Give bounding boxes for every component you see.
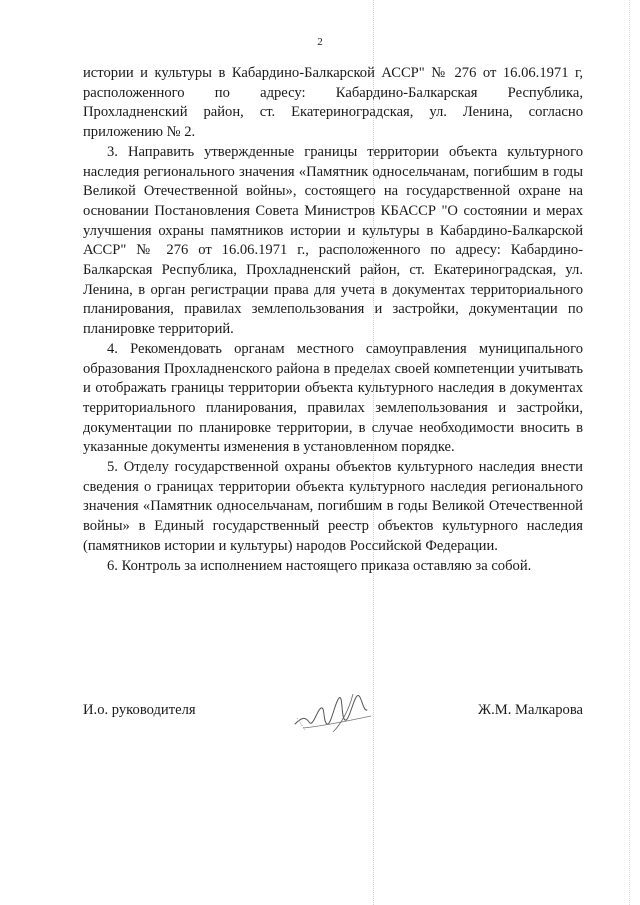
scan-artifact-line-edge (629, 0, 631, 905)
paragraph-item-3: 3. Направить утвержденные границы территории объекта культурного наследия регионального значения «Памятник односельчанам, погибшим в годы Великой Отечественной войны», состоящего на государственной охране на основании Постановления Совета Министров КБАССР "О состоянии и мерах улучшения охраны памятников истории и культуры в Кабардино-Балкарской АССР" № 276 от 16.06.1971 г., расположенного по адресу: Кабардино-Балкарская Республика, Прохладненский район, ст. Екатериноградская, ул. Ленина, в орган регистрации права для учета в документах территориального планирования, правилах землепользования и застройки, документации по планировке территорий. (83, 143, 583, 338)
page-number: 2 (317, 36, 323, 48)
document-body (83, 64, 583, 576)
paragraph-item-5: 5. Отделу государственной охраны объектов культурного наследия внести сведения о границах территории объекта культурного наследия регионального значения «Памятник односельчанам, погибшим в годы Великой Отечественной войны» в Единый государственный реестр объектов культурного наследия (памятников истории и культуры) народов Российской Федерации. (83, 459, 583, 554)
signature-block (83, 688, 583, 744)
paragraph-item-6: 6. Контроль за исполнением настоящего приказа оставляю за собой. (107, 557, 532, 574)
handwritten-signature (283, 688, 383, 738)
paragraph-continuation: истории и культуры в Кабардино-Балкарской АССР" № 276 от 16.06.1971 г, расположенного по адресу: Кабардино-Балкарская Республика, Прохладненский район, ст. Екатериноградская, ул. Ленина, согласно приложению № 2. (83, 65, 583, 141)
signatory-name: Ж.М. Малкарова (478, 702, 583, 718)
signatory-role: И.о. руководителя (83, 702, 196, 718)
paragraph-item-4: 4. Рекомендовать органам местного самоуправления муниципального образования Прохладненского района в пределах своей компетенции учитывать и отображать границы территории объекта культурного наследия в документах территориального планирования, правилах землепользования и застройки, документации по планировке территории, в случае необходимости вносить в указанные документы изменения в установленном порядке. (83, 340, 583, 456)
